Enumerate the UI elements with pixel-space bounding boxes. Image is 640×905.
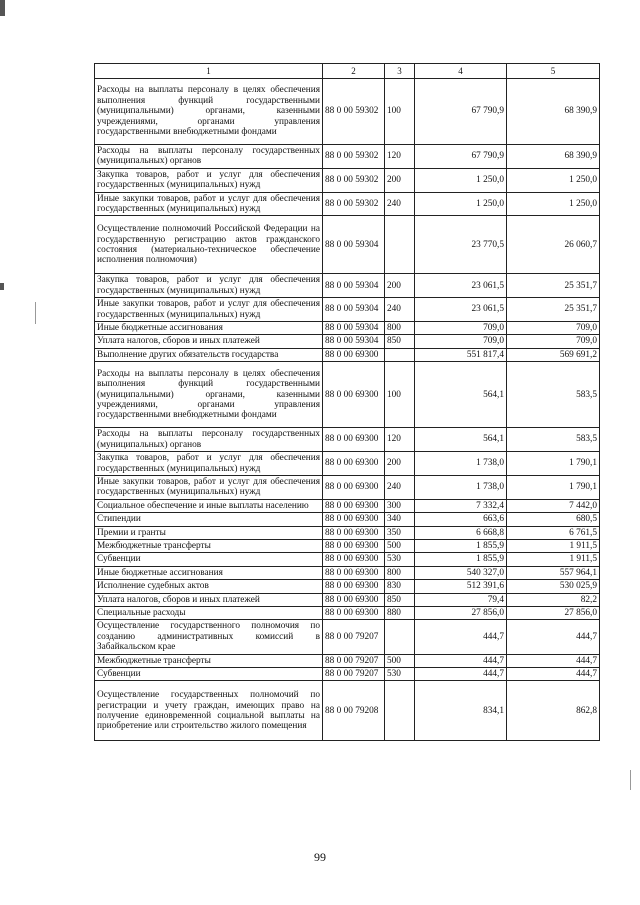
- table-body: [95, 79, 600, 741]
- target-article-code-cell: 88 0 00 59304: [323, 216, 385, 274]
- target-article-code-cell: 88 0 00 69300: [323, 539, 385, 552]
- expense-type-code-cell: 800: [385, 322, 415, 335]
- amount-year1-cell: 67 790,9: [415, 145, 507, 169]
- expense-type-code-cell: [385, 348, 415, 361]
- scan-artifact-mark: [630, 770, 631, 790]
- amount-year1-cell: 1 250,0: [415, 168, 507, 192]
- table-row: [95, 620, 600, 654]
- amount-year2-cell: 709,0: [507, 322, 600, 335]
- amount-year1-cell: 444,7: [415, 654, 507, 667]
- target-article-code-cell: 88 0 00 69300: [323, 428, 385, 452]
- expense-name-cell: Межбюджетные трансферты: [95, 539, 323, 552]
- amount-year2-cell: 1 911,5: [507, 553, 600, 566]
- amount-year2-cell: 26 060,7: [507, 216, 600, 274]
- expense-type-code-cell: 100: [385, 362, 415, 428]
- expense-type-code-cell: 200: [385, 452, 415, 476]
- expense-name-cell: Премии и гранты: [95, 526, 323, 539]
- target-article-code-cell: 88 0 00 69300: [323, 513, 385, 526]
- table-row: [95, 475, 600, 499]
- amount-year2-cell: 1 250,0: [507, 192, 600, 216]
- amount-year1-cell: 7 332,4: [415, 499, 507, 512]
- amount-year2-cell: 1 250,0: [507, 168, 600, 192]
- expense-type-code-cell: 240: [385, 475, 415, 499]
- target-article-code-cell: 88 0 00 69300: [323, 362, 385, 428]
- column-header: 3: [385, 64, 415, 79]
- expense-type-code-cell: 350: [385, 526, 415, 539]
- table-row: [95, 168, 600, 192]
- amount-year2-cell: 7 442,0: [507, 499, 600, 512]
- amount-year2-cell: 709,0: [507, 335, 600, 348]
- expense-type-code-cell: 200: [385, 274, 415, 298]
- amount-year1-cell: 1 738,0: [415, 475, 507, 499]
- amount-year2-cell: 557 964,1: [507, 566, 600, 579]
- amount-year2-cell: 583,5: [507, 362, 600, 428]
- expense-type-code-cell: 240: [385, 298, 415, 322]
- expense-name-cell: Уплата налогов, сборов и иных платежей: [95, 335, 323, 348]
- expense-type-code-cell: [385, 681, 415, 741]
- amount-year1-cell: 709,0: [415, 322, 507, 335]
- amount-year2-cell: 82,2: [507, 593, 600, 606]
- table-row: [95, 526, 600, 539]
- amount-year1-cell: 67 790,9: [415, 79, 507, 145]
- expense-name-cell: Осуществление государственных полномочий по регистрации и учету граждан, имеющих право на получение единовременной социальной выплаты на приобретение или строительство жилого помещения: [95, 681, 323, 741]
- amount-year1-cell: 1 855,9: [415, 553, 507, 566]
- expense-name-cell: Субвенции: [95, 668, 323, 681]
- amount-year2-cell: 1 911,5: [507, 539, 600, 552]
- amount-year1-cell: 709,0: [415, 335, 507, 348]
- table-row: [95, 654, 600, 667]
- target-article-code-cell: 88 0 00 59304: [323, 274, 385, 298]
- target-article-code-cell: 88 0 00 79208: [323, 681, 385, 741]
- table-row: [95, 513, 600, 526]
- column-header: 1: [95, 64, 323, 79]
- table-row: [95, 362, 600, 428]
- target-article-code-cell: 88 0 00 59302: [323, 79, 385, 145]
- table-row: [95, 539, 600, 552]
- target-article-code-cell: 88 0 00 69300: [323, 553, 385, 566]
- amount-year2-cell: 68 390,9: [507, 145, 600, 169]
- amount-year1-cell: 1 250,0: [415, 192, 507, 216]
- expense-type-code-cell: 800: [385, 566, 415, 579]
- amount-year2-cell: 530 025,9: [507, 580, 600, 593]
- amount-year1-cell: 79,4: [415, 593, 507, 606]
- amount-year1-cell: 27 856,0: [415, 606, 507, 619]
- expense-type-code-cell: 240: [385, 192, 415, 216]
- expense-name-cell: Уплата налогов, сборов и иных платежей: [95, 593, 323, 606]
- table-row: [95, 145, 600, 169]
- expense-type-code-cell: 500: [385, 539, 415, 552]
- expense-type-code-cell: 850: [385, 335, 415, 348]
- column-header: 2: [323, 64, 385, 79]
- table-row: [95, 348, 600, 361]
- amount-year1-cell: 834,1: [415, 681, 507, 741]
- table-row: [95, 580, 600, 593]
- amount-year1-cell: 444,7: [415, 668, 507, 681]
- target-article-code-cell: 88 0 00 69300: [323, 606, 385, 619]
- target-article-code-cell: 88 0 00 79207: [323, 668, 385, 681]
- expense-type-code-cell: [385, 216, 415, 274]
- budget-table: [94, 63, 600, 741]
- expense-name-cell: Осуществление государственного полномочия по созданию административных комиссий в Забайкальском крае: [95, 620, 323, 654]
- expense-type-code-cell: 200: [385, 168, 415, 192]
- expense-name-cell: Иные закупки товаров, работ и услуг для обеспечения государственных (муниципальных) нужд: [95, 192, 323, 216]
- expense-type-code-cell: [385, 620, 415, 654]
- table-row: [95, 192, 600, 216]
- table-row: [95, 606, 600, 619]
- amount-year2-cell: 444,7: [507, 654, 600, 667]
- table-header-row: [95, 64, 600, 79]
- amount-year1-cell: 512 391,6: [415, 580, 507, 593]
- amount-year1-cell: 23 061,5: [415, 298, 507, 322]
- amount-year2-cell: 1 790,1: [507, 452, 600, 476]
- table-row: [95, 216, 600, 274]
- expense-name-cell: Закупка товаров, работ и услуг для обеспечения государственных (муниципальных) нужд: [95, 452, 323, 476]
- target-article-code-cell: 88 0 00 59304: [323, 335, 385, 348]
- column-header: 5: [507, 64, 600, 79]
- amount-year1-cell: 551 817,4: [415, 348, 507, 361]
- expense-name-cell: Закупка товаров, работ и услуг для обеспечения государственных (муниципальных) нужд: [95, 274, 323, 298]
- amount-year2-cell: 27 856,0: [507, 606, 600, 619]
- table-row: [95, 593, 600, 606]
- amount-year1-cell: 540 327,0: [415, 566, 507, 579]
- amount-year2-cell: 444,7: [507, 620, 600, 654]
- target-article-code-cell: 88 0 00 69300: [323, 475, 385, 499]
- expense-type-code-cell: 530: [385, 668, 415, 681]
- target-article-code-cell: 88 0 00 69300: [323, 566, 385, 579]
- amount-year1-cell: 1 738,0: [415, 452, 507, 476]
- expense-name-cell: Иные бюджетные ассигнования: [95, 322, 323, 335]
- expense-type-code-cell: 100: [385, 79, 415, 145]
- expense-type-code-cell: 830: [385, 580, 415, 593]
- table-row: [95, 452, 600, 476]
- table-row: [95, 566, 600, 579]
- target-article-code-cell: 88 0 00 69300: [323, 580, 385, 593]
- amount-year2-cell: 583,5: [507, 428, 600, 452]
- expense-name-cell: Иные закупки товаров, работ и услуг для обеспечения государственных (муниципальных) нужд: [95, 475, 323, 499]
- expense-type-code-cell: 880: [385, 606, 415, 619]
- expense-type-code-cell: 530: [385, 553, 415, 566]
- amount-year1-cell: 1 855,9: [415, 539, 507, 552]
- scan-artifact-mark: [0, 0, 5, 16]
- target-article-code-cell: 88 0 00 69300: [323, 593, 385, 606]
- expense-name-cell: Осуществление полномочий Российской Федерации на государственную регистрацию актов гражданского состояния (материально-техническое обеспечение исполнения полномочия): [95, 216, 323, 274]
- page-number: 99: [314, 850, 326, 864]
- expense-type-code-cell: 300: [385, 499, 415, 512]
- amount-year2-cell: 68 390,9: [507, 79, 600, 145]
- amount-year2-cell: 1 790,1: [507, 475, 600, 499]
- amount-year1-cell: 23 061,5: [415, 274, 507, 298]
- table-row: [95, 681, 600, 741]
- expense-name-cell: Закупка товаров, работ и услуг для обеспечения государственных (муниципальных) нужд: [95, 168, 323, 192]
- table-row: [95, 553, 600, 566]
- table-row: [95, 79, 600, 145]
- scan-artifact-mark: [35, 302, 36, 324]
- amount-year1-cell: 6 668,8: [415, 526, 507, 539]
- target-article-code-cell: 88 0 00 69300: [323, 526, 385, 539]
- expense-name-cell: Исполнение судебных актов: [95, 580, 323, 593]
- amount-year1-cell: 23 770,5: [415, 216, 507, 274]
- expense-name-cell: Расходы на выплаты персоналу государственных (муниципальных) органов: [95, 428, 323, 452]
- expense-name-cell: Межбюджетные трансферты: [95, 654, 323, 667]
- expense-name-cell: Специальные расходы: [95, 606, 323, 619]
- table-row: [95, 274, 600, 298]
- table-row: [95, 322, 600, 335]
- target-article-code-cell: 88 0 00 59302: [323, 145, 385, 169]
- expense-name-cell: Выполнение других обязательств государства: [95, 348, 323, 361]
- amount-year2-cell: 680,5: [507, 513, 600, 526]
- expense-name-cell: Расходы на выплаты персоналу в целях обеспечения выполнения функций государственными (муниципальными) органами, казенными учреждениями, органами управления государственными внебюджетными фондами: [95, 79, 323, 145]
- target-article-code-cell: 88 0 00 59302: [323, 192, 385, 216]
- table-row: [95, 668, 600, 681]
- target-article-code-cell: 88 0 00 59304: [323, 298, 385, 322]
- expense-type-code-cell: 120: [385, 145, 415, 169]
- amount-year2-cell: 862,8: [507, 681, 600, 741]
- expense-name-cell: Расходы на выплаты персоналу государственных (муниципальных) органов: [95, 145, 323, 169]
- target-article-code-cell: 88 0 00 59304: [323, 322, 385, 335]
- table-row: [95, 335, 600, 348]
- target-article-code-cell: 88 0 00 79207: [323, 654, 385, 667]
- expense-type-code-cell: 850: [385, 593, 415, 606]
- column-header: 4: [415, 64, 507, 79]
- target-article-code-cell: 88 0 00 69300: [323, 499, 385, 512]
- target-article-code-cell: 88 0 00 69300: [323, 348, 385, 361]
- amount-year1-cell: 564,1: [415, 428, 507, 452]
- amount-year2-cell: 569 691,2: [507, 348, 600, 361]
- target-article-code-cell: 88 0 00 59302: [323, 168, 385, 192]
- expense-type-code-cell: 120: [385, 428, 415, 452]
- expense-type-code-cell: 340: [385, 513, 415, 526]
- expense-name-cell: Субвенции: [95, 553, 323, 566]
- amount-year2-cell: 25 351,7: [507, 298, 600, 322]
- table-row: [95, 499, 600, 512]
- expense-name-cell: Иные закупки товаров, работ и услуг для обеспечения государственных (муниципальных) нужд: [95, 298, 323, 322]
- expense-name-cell: Стипендии: [95, 513, 323, 526]
- amount-year1-cell: 663,6: [415, 513, 507, 526]
- expense-name-cell: Расходы на выплаты персоналу в целях обеспечения выполнения функций государственными (муниципальными) органами, казенными учреждениями, органами управления государственными внебюджетными фондами: [95, 362, 323, 428]
- amount-year1-cell: 444,7: [415, 620, 507, 654]
- amount-year2-cell: 6 761,5: [507, 526, 600, 539]
- expense-type-code-cell: 500: [385, 654, 415, 667]
- table-row: [95, 428, 600, 452]
- table-row: [95, 298, 600, 322]
- amount-year2-cell: 25 351,7: [507, 274, 600, 298]
- amount-year2-cell: 444,7: [507, 668, 600, 681]
- target-article-code-cell: 88 0 00 79207: [323, 620, 385, 654]
- amount-year1-cell: 564,1: [415, 362, 507, 428]
- expense-name-cell: Иные бюджетные ассигнования: [95, 566, 323, 579]
- scan-artifact-mark: [0, 283, 4, 290]
- target-article-code-cell: 88 0 00 69300: [323, 452, 385, 476]
- expense-name-cell: Социальное обеспечение и иные выплаты населению: [95, 499, 323, 512]
